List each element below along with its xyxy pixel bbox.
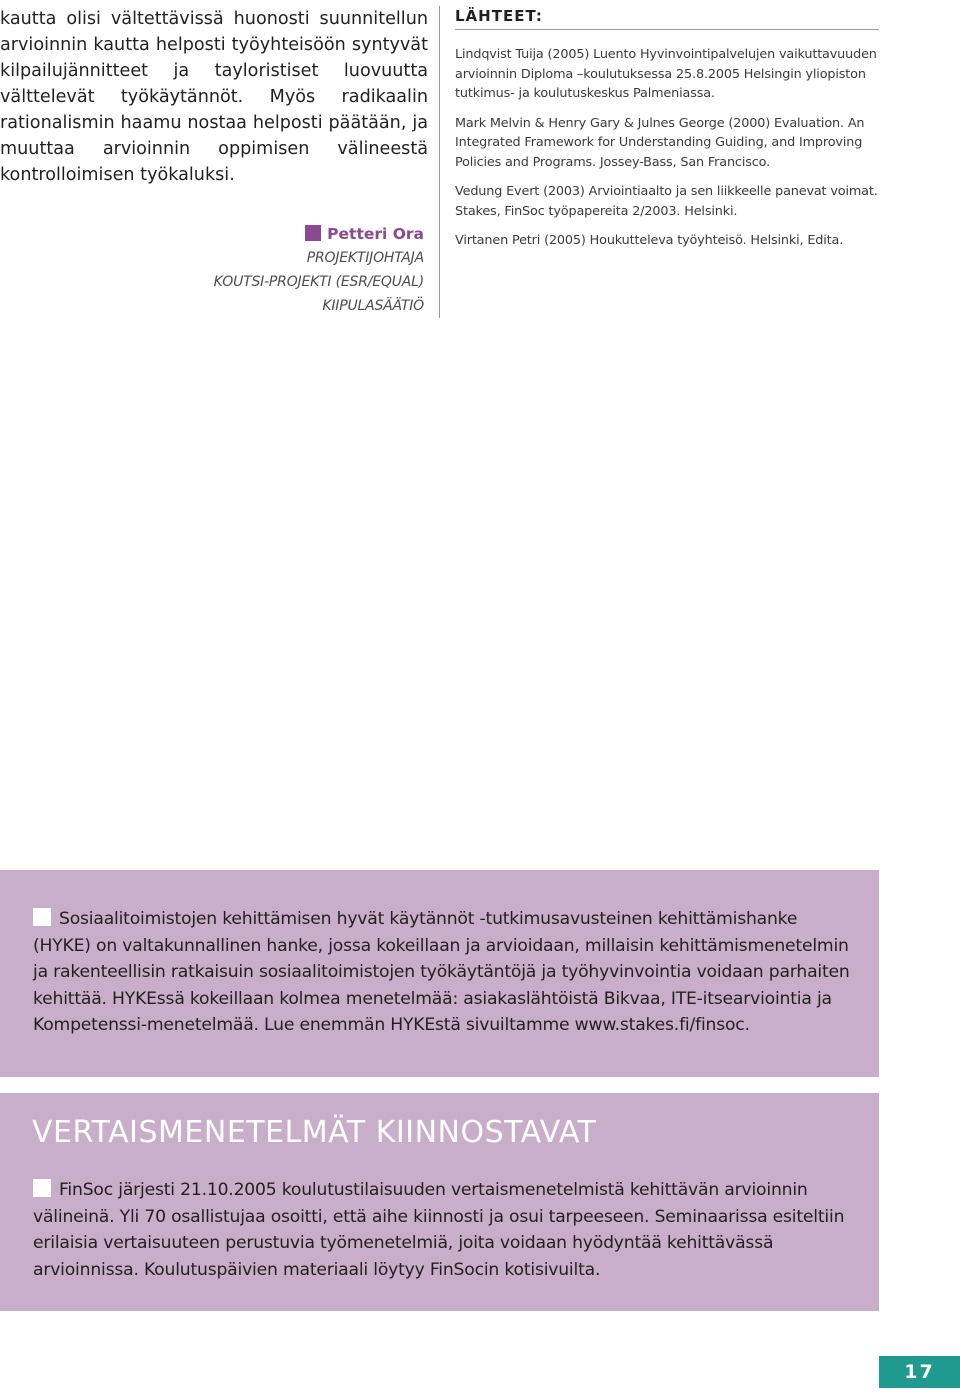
purple-square-bullet-icon: [305, 225, 321, 241]
reference-item: Virtanen Petri (2005) Houkutteleva työyhteisö. Helsinki, Edita.: [455, 233, 844, 248]
author-project: KOUTSI-PROJEKTI (ESR/EQUAL): [213, 274, 424, 290]
column-divider: [439, 6, 440, 318]
hyke-box-text: Sosiaalitoimistojen kehittämisen hyvät käytännöt -tutkimusavusteinen kehittämishanke (HYKE) on valtakunnallinen hanke, jossa kokeillaan ja arvioidaan, millaisin kehittämismenetelmin ja rakenteellisin ratkaisuin sosiaalitoimistojen työkäytäntöjä ja työhyvinvointia voidaan parhaiten kehittää. HYKEssä kokeillaan kolmea menetelmää: asiakaslähtöistä Bikvaa, ITE-itsearviointia ja Kompetenssi-menetelmää. Lue enemmän HYKEstä sivuiltamme www.stakes.fi/finsoc.: [33, 909, 850, 1036]
vertais-box-title: VERTAISMENETELMÄT KIINNOSTAVAT: [32, 1115, 597, 1150]
author-block: [0, 222, 428, 318]
hyke-box-paragraph: [33, 906, 853, 1039]
vertais-box-paragraph: [33, 1177, 853, 1283]
references-list: [455, 45, 879, 251]
reference-item: Lindqvist Tuija (2005) Luento Hyvinvointipalvelujen vaikuttavuuden arvioinnin Diploma –koulutuksessa 25.8.2005 Helsingin yliopiston tutkimus- ja koulutuskeskus Palmeniassa.: [455, 47, 877, 101]
author-organization: KIIPULASÄÄTIÖ: [322, 298, 424, 314]
intro-paragraph: kautta olisi vältettävissä huonosti suunnitellun arvioinnin kautta helposti työyhteisöön syntyvät kilpailujännitteet ja tayloristiset luovuutta välttelevät työkäytännöt. Myös radikaalin rationalismin haamu nostaa helposti päätään, ja muuttaa arvioinnin oppimisen välineestä kontrolloimisen työkaluksi.: [0, 9, 428, 185]
references-column: [455, 6, 879, 261]
reference-item: Mark Melvin & Henry Gary & Julnes George (2000) Evaluation. An Integrated Framework for Understanding Guiding, and Improving Policies and Programs. Jossey-Bass, San Francisco.: [455, 115, 865, 170]
author-name: Petteri Ora: [327, 225, 424, 243]
reference-item: Vedung Evert (2003) Arviointiaalto ja sen liikkeelle panevat voimat. Stakes, FinSoc työpapereita 2/2003. Helsinki.: [455, 184, 878, 219]
white-square-bullet-icon: [33, 1179, 51, 1197]
page-number: 17: [879, 1356, 960, 1388]
white-square-bullet-icon: [33, 908, 51, 926]
left-column: [0, 6, 428, 318]
references-heading: LÄHTEET:: [455, 6, 879, 30]
author-title: PROJEKTIJOHTAJA: [306, 250, 424, 266]
vertais-box-text: FinSoc järjesti 21.10.2005 koulutustilaisuuden vertaismenetelmistä kehittävän arvioinnin välineinä. Yli 70 osallistujaa osoitti, että aihe kiinnosti ja osui tarpeeseen. Seminaarissa esiteltiin erilaisia vertaisuuteen perustuvia työmenetelmiä, joita voidaan hyödyntää kehittävässä arvioinnissa. Koulutuspäivien materiaali löytyy FinSocin kotisivuilta.: [33, 1180, 845, 1280]
